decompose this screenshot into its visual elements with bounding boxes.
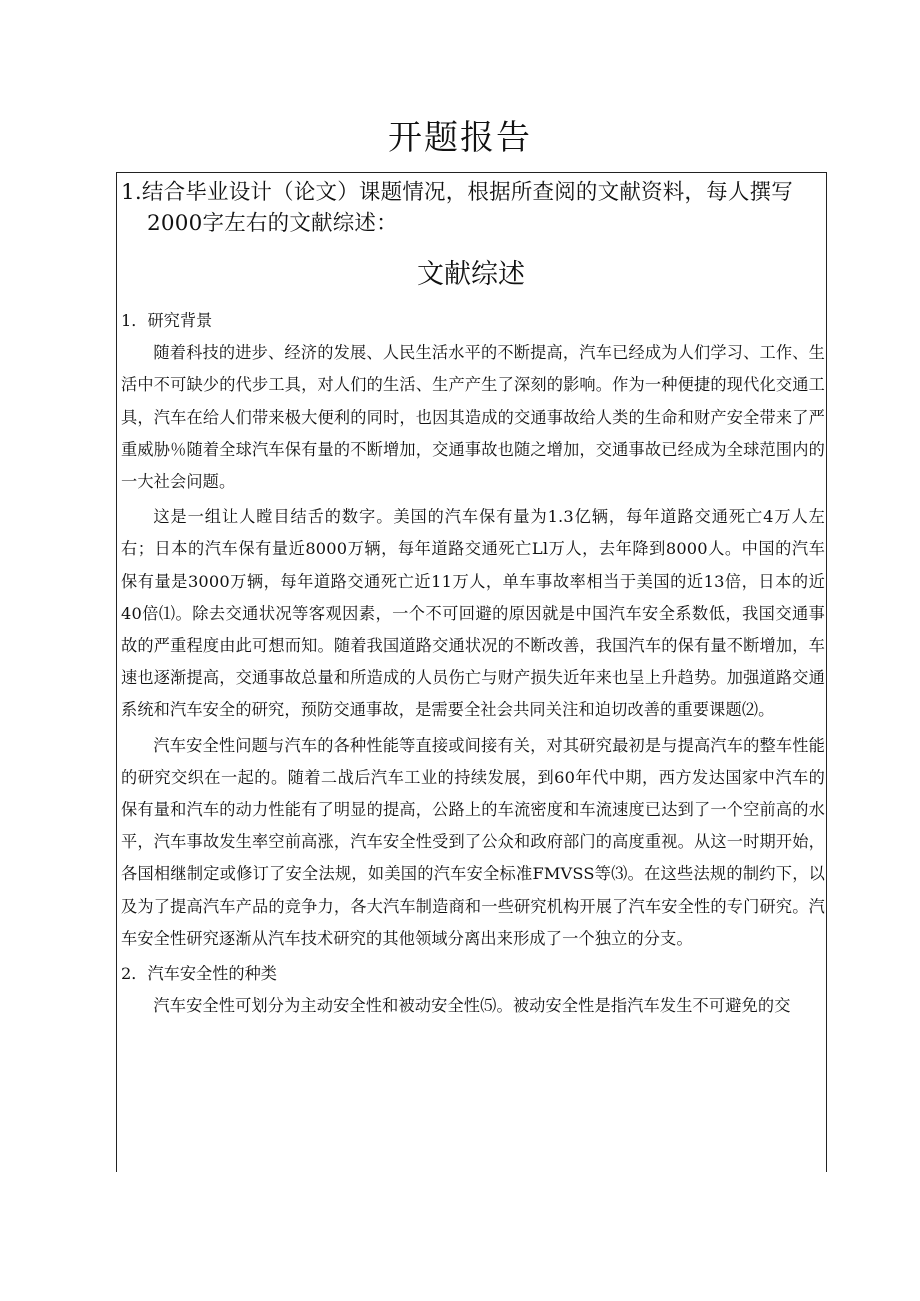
section-heading-safety-types: 2．汽车安全性的种类 — [121, 964, 277, 984]
page-title: 开题报告 — [388, 118, 532, 158]
assignment-prompt — [121, 177, 821, 239]
report-table-cell — [116, 172, 827, 1172]
review-body — [121, 305, 825, 1025]
paragraph-background-1: 随着科技的进步、经济的发展、人民生活水平的不断提高，汽车已经成为人们学习、工作、生活中不可缺少的代步工具，对人们的生活、生产产生了深刻的影响。作为一种便捷的现代化交通工具，汽车在给人们带来极大便利的同时，也因其造成的交通事故给人类的生命和财产安全带来了严重威胁％随着全球汽车保有量的不断增加，交通事故也随之增加，交通事故已经成为全球范围内的一大社会问题。 — [121, 343, 825, 491]
assignment-prompt-line-2: 2000字左右的文献综述： — [147, 211, 398, 236]
paragraph-background-3: 汽车安全性问题与汽车的各种性能等直接或间接有关，对其研究最初是与提高汽车的整车性能的研究交织在一起的。随着二战后汽车工业的持续发展，到60年代中期，西方发达国家中汽车的保有量和汽车的动力性能有了明显的提高，公路上的车流密度和车流速度已达到了一个空前高的水平，汽车事故发生率空前高涨，汽车安全性受到了公众和政府部门的高度重视。从这一时期开始，各国相继制定或修订了安全法规，如美国的汽车安全标准FMVSS等⑶。在这些法规的制约下，以及为了提高汽车产品的竞争力，各大汽车制造商和一些研究机构开展了汽车安全性的专门研究。汽车安全性研究逐渐从汽车技术研究的其他领域分离出来形成了一个独立的分支。 — [121, 735, 825, 948]
assignment-prompt-line-1: 1.结合毕业设计（论文）课题情况，根据所查阅的文献资料，每人撰写 — [121, 180, 793, 205]
review-title: 文献综述 — [417, 259, 525, 290]
paragraph-safety-types-1: 汽车安全性可划分为主动安全性和被动安全性⑸。被动安全性是指汽车发生不可避免的交 — [153, 996, 791, 1016]
section-heading-background: 1．研究背景 — [121, 311, 213, 330]
paragraph-background-2: 这是一组让人瞠目结舌的数字。美国的汽车保有量为1.3亿辆，每年道路交通死亡4万人左右；日本的汽车保有量近8000万辆，每年道路交通死亡Ll万人，去年降到8000人。中国的汽车保有量是3000万辆，每年道路交通死亡近11万人，单车事故率相当于美国的近13倍，日本的近40倍⑴。除去交通状况等客观因素，一个不可回避的原因就是中国汽车安全系数低，我国交通事故的严重程度由此可想而知。随着我国道路交通状况的不断改善，我国汽车的保有量不断增加，车速也逐渐提高，交通事故总量和所造成的人员伤亡与财产损失近年来也呈上升趋势。加强道路交通系统和汽车安全的研究，预防交通事故，是需要全社会共同关注和迫切改善的重要课题⑵。 — [121, 507, 825, 720]
